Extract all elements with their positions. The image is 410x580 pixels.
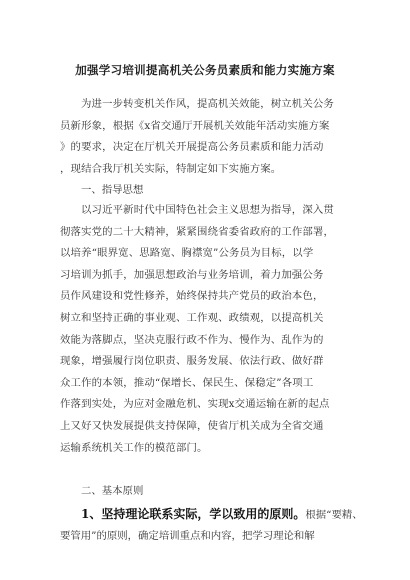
principle-1-text: 根据“要精、 [305,509,363,521]
section-heading-guiding-ideology: 一、指导思想 [81,184,144,196]
paragraph-line: 树立和坚持正确的事业观、工作观、政绩观，以提高机关 [60,311,324,324]
paragraph-line: 以培养“眼界宽、思路宽、胸襟宽”公务员为目标，以学 [60,247,314,260]
intro-line: ，现结合我厅机关实际，特制定如下实施方案。 [60,162,282,175]
section-heading-basic-principles: 二、基本原则 [81,485,144,497]
intro-paragraph [60,94,360,180]
paragraph-line: 彻落实党的二十大精神，紧紧围绕省委省政府的工作部署， [60,225,335,238]
paragraph-line: 运输系统机关工作的模范部门。 [60,441,208,454]
principle-1-heading: 1、坚持理论联系实际，学以致用的原则。 [81,507,306,521]
paragraph-line: 效能为落脚点，坚决克服行政不作为、慢作为、乱作为的 [60,333,324,346]
guiding-ideology-paragraph [60,200,360,459]
paragraph-line: 以习近平新时代中国特色社会主义思想为指导，深入贯 [81,204,334,216]
principle-1-paragraph [60,503,363,547]
intro-line: 为进一步转变机关作风，提高机关效能，树立机关公务 [81,98,334,110]
intro-line: 》的要求，决定在厅机关开展提高公务员素质和能力活动 [60,141,324,154]
intro-line: 员新形象，根据《x省交通厅开展机关效能年活动实施方案 [60,119,330,132]
paragraph-line: 员作风建设和党性修养，始终保持共产党员的政治本色， [60,290,324,303]
paragraph-line: 要管用”的原则，确定培训重点和内容，把学习理论和解 [60,530,315,542]
document-title: 加强学习培训提高机关公务员素质和能力实施方案 [75,63,335,77]
paragraph-line: 作落到实处，为应对金融危机、实现x交通运输在新的起点 [60,398,330,411]
principle-1-first-line [60,503,363,525]
paragraph-line: 习培训为抓手，加强思想政治与业务培训，着力加强公务 [60,268,324,281]
paragraph-line: 上又好又快发展提供支持保障，使省厅机关成为全省交通 [60,419,324,432]
paragraph-line: 现象，增强履行岗位职责、服务发展、依法行政、做好群 [60,355,324,368]
paragraph-line: 众工作的本领，推动“保增长、保民生、保稳定”各项工 [60,376,314,389]
